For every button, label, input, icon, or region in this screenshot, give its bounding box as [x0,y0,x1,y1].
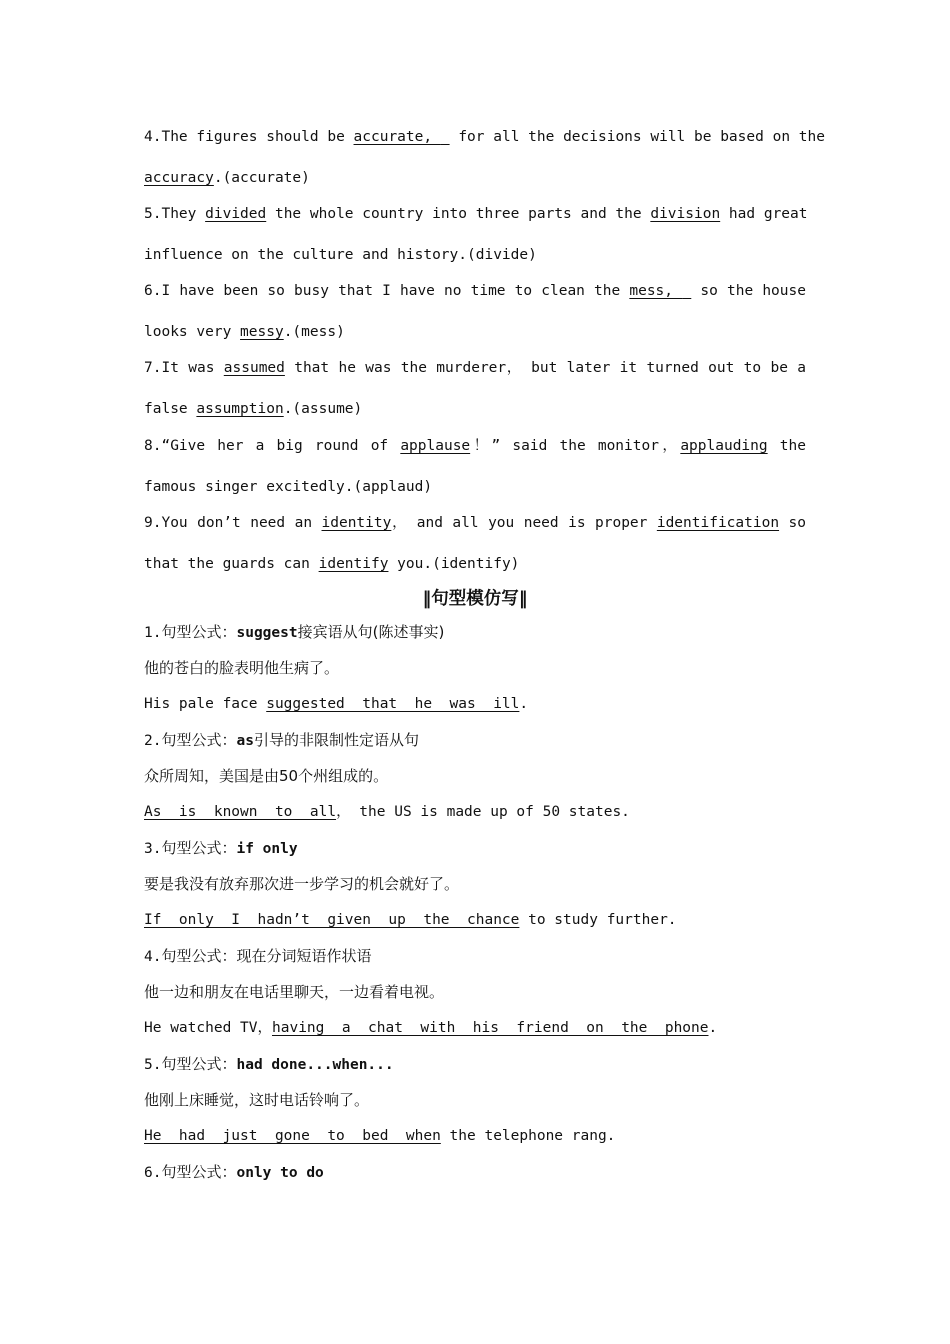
answer-blank: assumed [223,360,285,376]
pattern-2-chinese: 众所周知，美国是由50个州组成的。 [144,767,389,785]
pattern-3-answer: If only I hadn’t given up the chance to study further. [144,912,677,928]
answer-blank: having a chat with his friend on the phone [272,1020,709,1036]
answer-blank: accurate, [353,129,441,145]
exercise-9-line-2: that the guards can identify you.(identify) [144,556,520,572]
answer-blank: identification [656,515,780,531]
pattern-4-chinese: 他一边和朋友在电话里聊天，一边看着电视。 [144,983,445,1001]
exercise-5-line-1: 5.They divided the whole country into three parts and the division had great [144,206,808,222]
pattern-3-chinese: 要是我没有放弃那次进一步学习的机会就好了。 [144,875,460,893]
item-number: 5. [144,206,162,222]
exercise-4-line-2: accuracy.(accurate) [144,170,310,186]
exercise-5-line-2: influence on the culture and history.(divide) [144,247,537,263]
pattern-6-formula: 6.句型公式：only to do [144,1163,324,1181]
item-number: 8. [144,438,162,454]
exercise-6-line-2: looks very messy.(mess) [144,324,345,340]
answer-blank: assumption [196,401,284,417]
answer-blank: divided [205,206,267,222]
pattern-5-chinese: 他刚上床睡觉，这时电话铃响了。 [144,1091,370,1109]
answer-blank: suggested that he was ill [266,696,520,712]
answer-blank: As is known to all [144,804,337,820]
exercise-9-line-1: 9.You don’t need an identity， and all you need is proper identification so [144,515,806,531]
pattern-5-answer: He had just gone to bed when the telephone rang. [144,1128,616,1144]
answer-blank: He had just gone to bed when [144,1128,441,1144]
pattern-1-answer: His pale face suggested that he was ill. [144,696,529,712]
pattern-1-formula: 1.句型公式：suggest接宾语从句(陈述事实) [144,623,445,641]
exercise-7-line-1: 7.It was assumed that he was the murderer， but later it turned out to be a [144,360,806,376]
exercise-8-line-1: 8.“Give her a big round of applause！” said the monitor，applauding the [144,438,806,454]
item-number: 6. [144,283,162,299]
section-title: ‖句型模仿写‖ [422,589,528,609]
pattern-4-formula: 4.句型公式：现在分词短语作状语 [144,947,372,965]
pattern-2-formula: 2.句型公式：as引导的非限制性定语从句 [144,731,419,749]
answer-blank: applauding [680,438,768,454]
pattern-2-answer: As is known to all， the US is made up of 50 states. [144,804,630,820]
answer-blank: accuracy [144,170,214,186]
answer-blank: applause [400,438,471,454]
pattern-5-formula: 5.句型公式：had done...when... [144,1055,394,1073]
answer-blank: messy [240,324,284,340]
item-number: 9. [144,515,162,531]
item-number: 4. [144,129,162,145]
exercise-6-line-1: 6.I have been so busy that I have no time to clean the mess, so the house [144,283,806,299]
item-number: 7. [144,360,162,376]
pattern-3-formula: 3.句型公式：if only [144,839,298,857]
exercise-7-line-2: false assumption.(assume) [144,401,363,417]
exercise-8-line-2: famous singer excitedly.(applaud) [144,479,433,495]
answer-blank: If only I hadn’t given up the chance [144,912,520,928]
answer-blank: mess, [629,283,683,299]
pattern-1-chinese: 他的苍白的脸表明他生病了。 [144,659,340,677]
answer-blank: identify [318,556,389,572]
answer-blank: identity [321,515,392,531]
answer-blank: division [650,206,721,222]
exercise-4-line-1: 4.The figures should be accurate, for all the decisions will be based on the [144,129,825,145]
pattern-4-answer: He watched TV，having a chat with his friend on the phone. [144,1020,718,1036]
